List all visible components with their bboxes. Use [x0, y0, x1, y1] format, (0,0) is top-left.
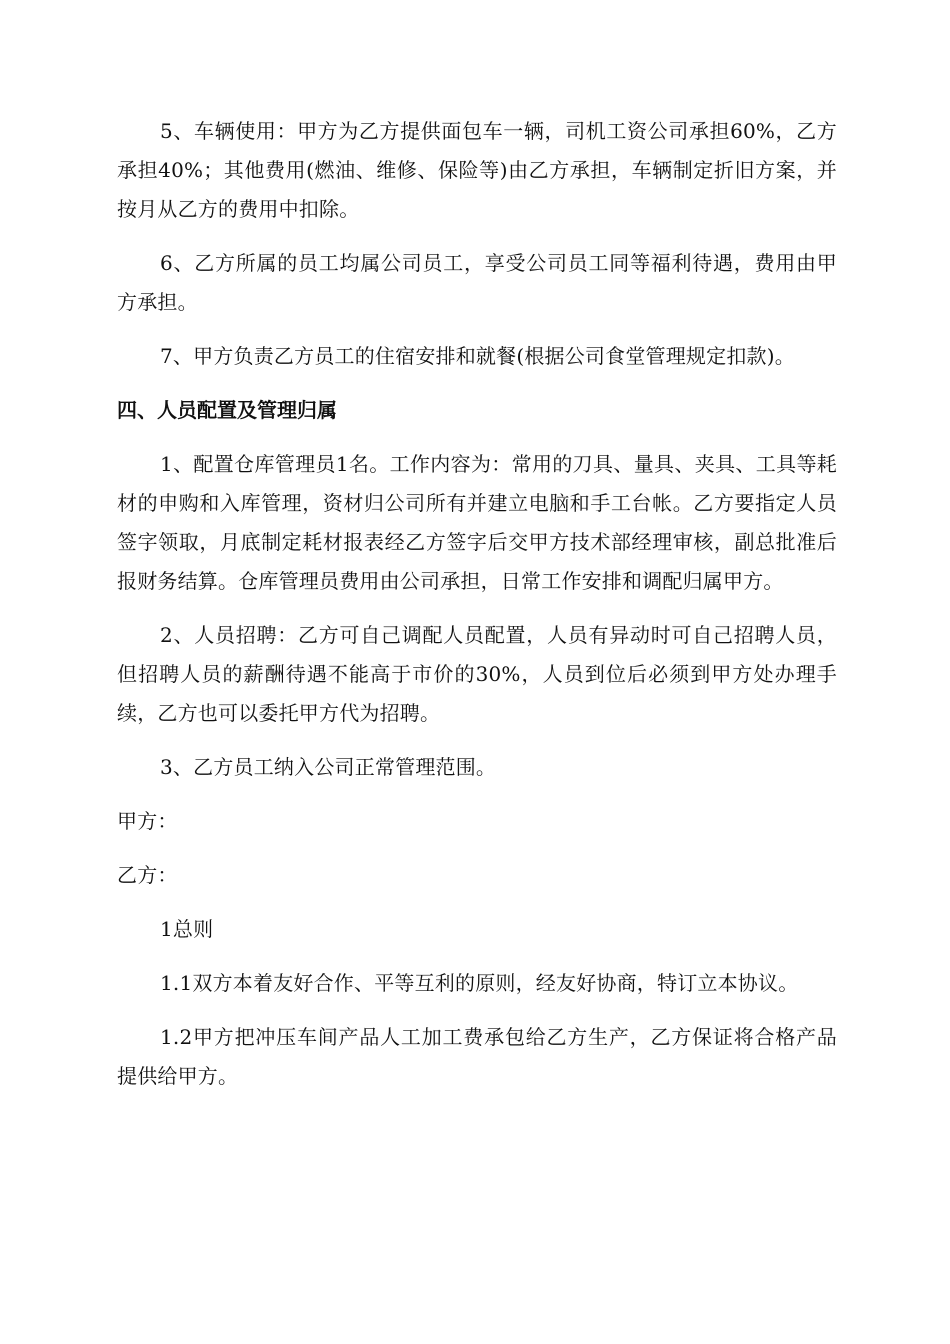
- paragraph-accommodation: 7、甲方负责乙方员工的住宿安排和就餐(根据公司食堂管理规定扣款)。: [160, 344, 795, 368]
- general-title: 1总则: [160, 917, 214, 941]
- document-body: [117, 112, 837, 1111]
- party-a-label: 甲方：: [117, 809, 178, 833]
- general-paragraph-1-1: 1.1双方本着友好合作、平等互利的原则，经友好协商，特订立本协议。: [160, 971, 799, 995]
- section-heading: 四、人员配置及管理归属: [117, 398, 337, 422]
- paragraph-vehicle-use: 5、车辆使用：甲方为乙方提供面包车一辆，司机工资公司承担60%，乙方承担40%；其他费用(燃油、维修、保险等)由乙方承担，车辆制定折旧方案，并按月从乙方的费用中扣除。: [117, 119, 837, 221]
- paragraph-management-scope: 3、乙方员工纳入公司正常管理范围。: [160, 755, 497, 779]
- paragraph-recruitment: 2、人员招聘：乙方可自己调配人员配置，人员有异动时可自己招聘人员，但招聘人员的薪酬待遇不能高于市价的30%，人员到位后必须到甲方处办理手续，乙方也可以委托甲方代为招聘。: [117, 623, 837, 725]
- paragraph-employee-benefits: 6、乙方所属的员工均属公司员工，享受公司员工同等福利待遇，费用由甲方承担。: [117, 251, 837, 314]
- general-paragraph-1-2: 1.2甲方把冲压车间产品人工加工费承包给乙方生产，乙方保证将合格产品提供给甲方。: [117, 1025, 837, 1088]
- paragraph-warehouse-manager: 1、配置仓库管理员1名。工作内容为：常用的刀具、量具、夹具、工具等耗材的申购和入库管理，资材归公司所有并建立电脑和手工台帐。乙方要指定人员签字领取，月底制定耗材报表经乙方签字后交甲方技术部经理审核，副总批准后报财务结算。仓库管理员费用由公司承担，日常工作安排和调配归属甲方。: [117, 452, 837, 593]
- party-b-label: 乙方：: [117, 863, 178, 887]
